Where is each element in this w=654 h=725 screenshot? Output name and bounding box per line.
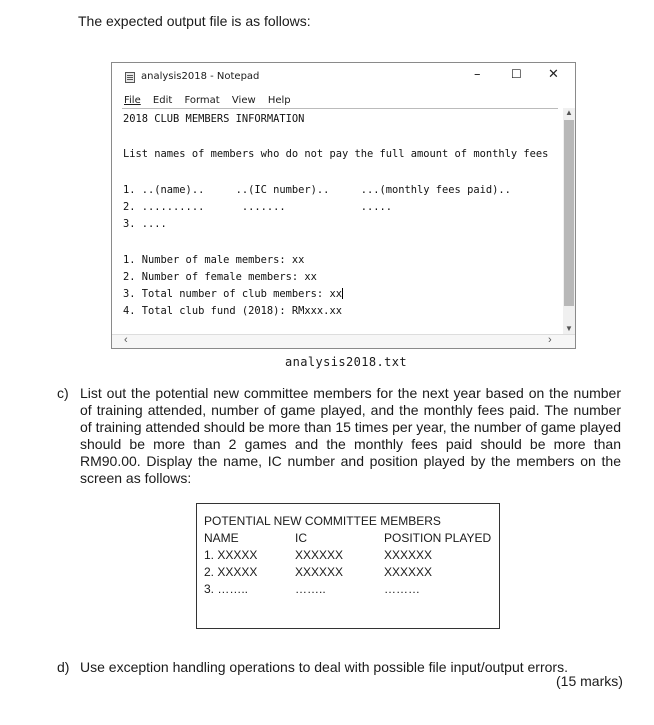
text-line: 1. ..(name).. ..(IC number).. ...(monthly fees paid).. [123, 184, 511, 196]
horizontal-scrollbar[interactable] [112, 334, 575, 348]
row-ic: XXXXXX [295, 548, 344, 562]
menu-help[interactable]: Help [267, 95, 291, 106]
text-line: 2018 CLUB MEMBERS INFORMATION [123, 113, 305, 125]
text-line: List names of members who do not pay the full amount of monthly fees [123, 148, 549, 160]
row-position: XXXXXX [384, 548, 433, 562]
text-line: 2. Number of female members: xx [123, 271, 317, 283]
committee-title: POTENTIAL NEW COMMITTEE MEMBERS [204, 514, 441, 528]
text-line-with-caret [123, 288, 343, 300]
row-name: 1. XXXXX [204, 548, 258, 562]
notepad-menubar [124, 95, 300, 106]
intro-text: The expected output file is as follows: [78, 13, 311, 29]
row-position: ……… [384, 582, 420, 596]
row-name: 2. XXXXX [204, 565, 258, 579]
header-name: NAME [204, 531, 239, 545]
row-position: XXXXXX [384, 565, 433, 579]
scroll-down-icon[interactable]: ▼ [565, 324, 573, 333]
text-line: 3. Total number of club members: xx [123, 288, 342, 300]
scroll-thumb[interactable] [564, 120, 574, 306]
text-line: 1. Number of male members: xx [123, 254, 305, 266]
maximize-button[interactable]: ☐ [511, 67, 522, 81]
file-caption: analysis2018.txt [285, 355, 407, 369]
text-line: 2. .......... ....... ..... [123, 201, 392, 213]
notepad-window [111, 62, 576, 349]
text-caret [342, 288, 343, 299]
notepad-titlebar [112, 63, 575, 91]
notepad-title: analysis2018 - Notepad [141, 71, 260, 82]
vertical-scrollbar[interactable] [563, 108, 575, 336]
text-line: 4. Total club fund (2018): RMxxx.xx [123, 305, 342, 317]
minimize-button[interactable]: – [474, 67, 481, 82]
menu-format[interactable]: Format [184, 95, 220, 106]
row-name: 3. …….. [204, 582, 249, 596]
scroll-left-icon[interactable]: ‹ [124, 334, 128, 346]
menu-file[interactable]: File [124, 95, 141, 106]
committee-output-box [196, 503, 500, 629]
close-button[interactable]: ✕ [548, 67, 559, 82]
row-ic: XXXXXX [295, 565, 344, 579]
scroll-up-icon[interactable]: ▲ [565, 108, 573, 117]
part-d-text: Use exception handling operations to deal with possible file input/output errors. [80, 659, 568, 675]
row-ic: …….. [295, 582, 326, 596]
notepad-text-area[interactable] [122, 108, 558, 337]
menu-edit[interactable]: Edit [152, 95, 173, 106]
text-line: 3. .... [123, 218, 167, 230]
scroll-right-icon[interactable]: › [548, 334, 552, 346]
notepad-icon [125, 72, 135, 83]
header-ic: IC [295, 531, 307, 545]
part-d-label: d) [57, 659, 70, 675]
header-position: POSITION PLAYED [384, 531, 492, 545]
part-c-label: c) [57, 385, 69, 401]
marks-label: (15 marks) [556, 673, 623, 689]
part-c-text: List out the potential new committee members for the next year based on the number of training attended, number of game played, and the monthly fees paid. The number of training attended should be more than 15 times per year, the number of game played should be more than 2 games and the monthly fees paid should be more than RM90.00. Display the name, IC number and position played by the members on the screen as follows: [80, 385, 621, 486]
menu-view[interactable]: View [231, 95, 256, 106]
